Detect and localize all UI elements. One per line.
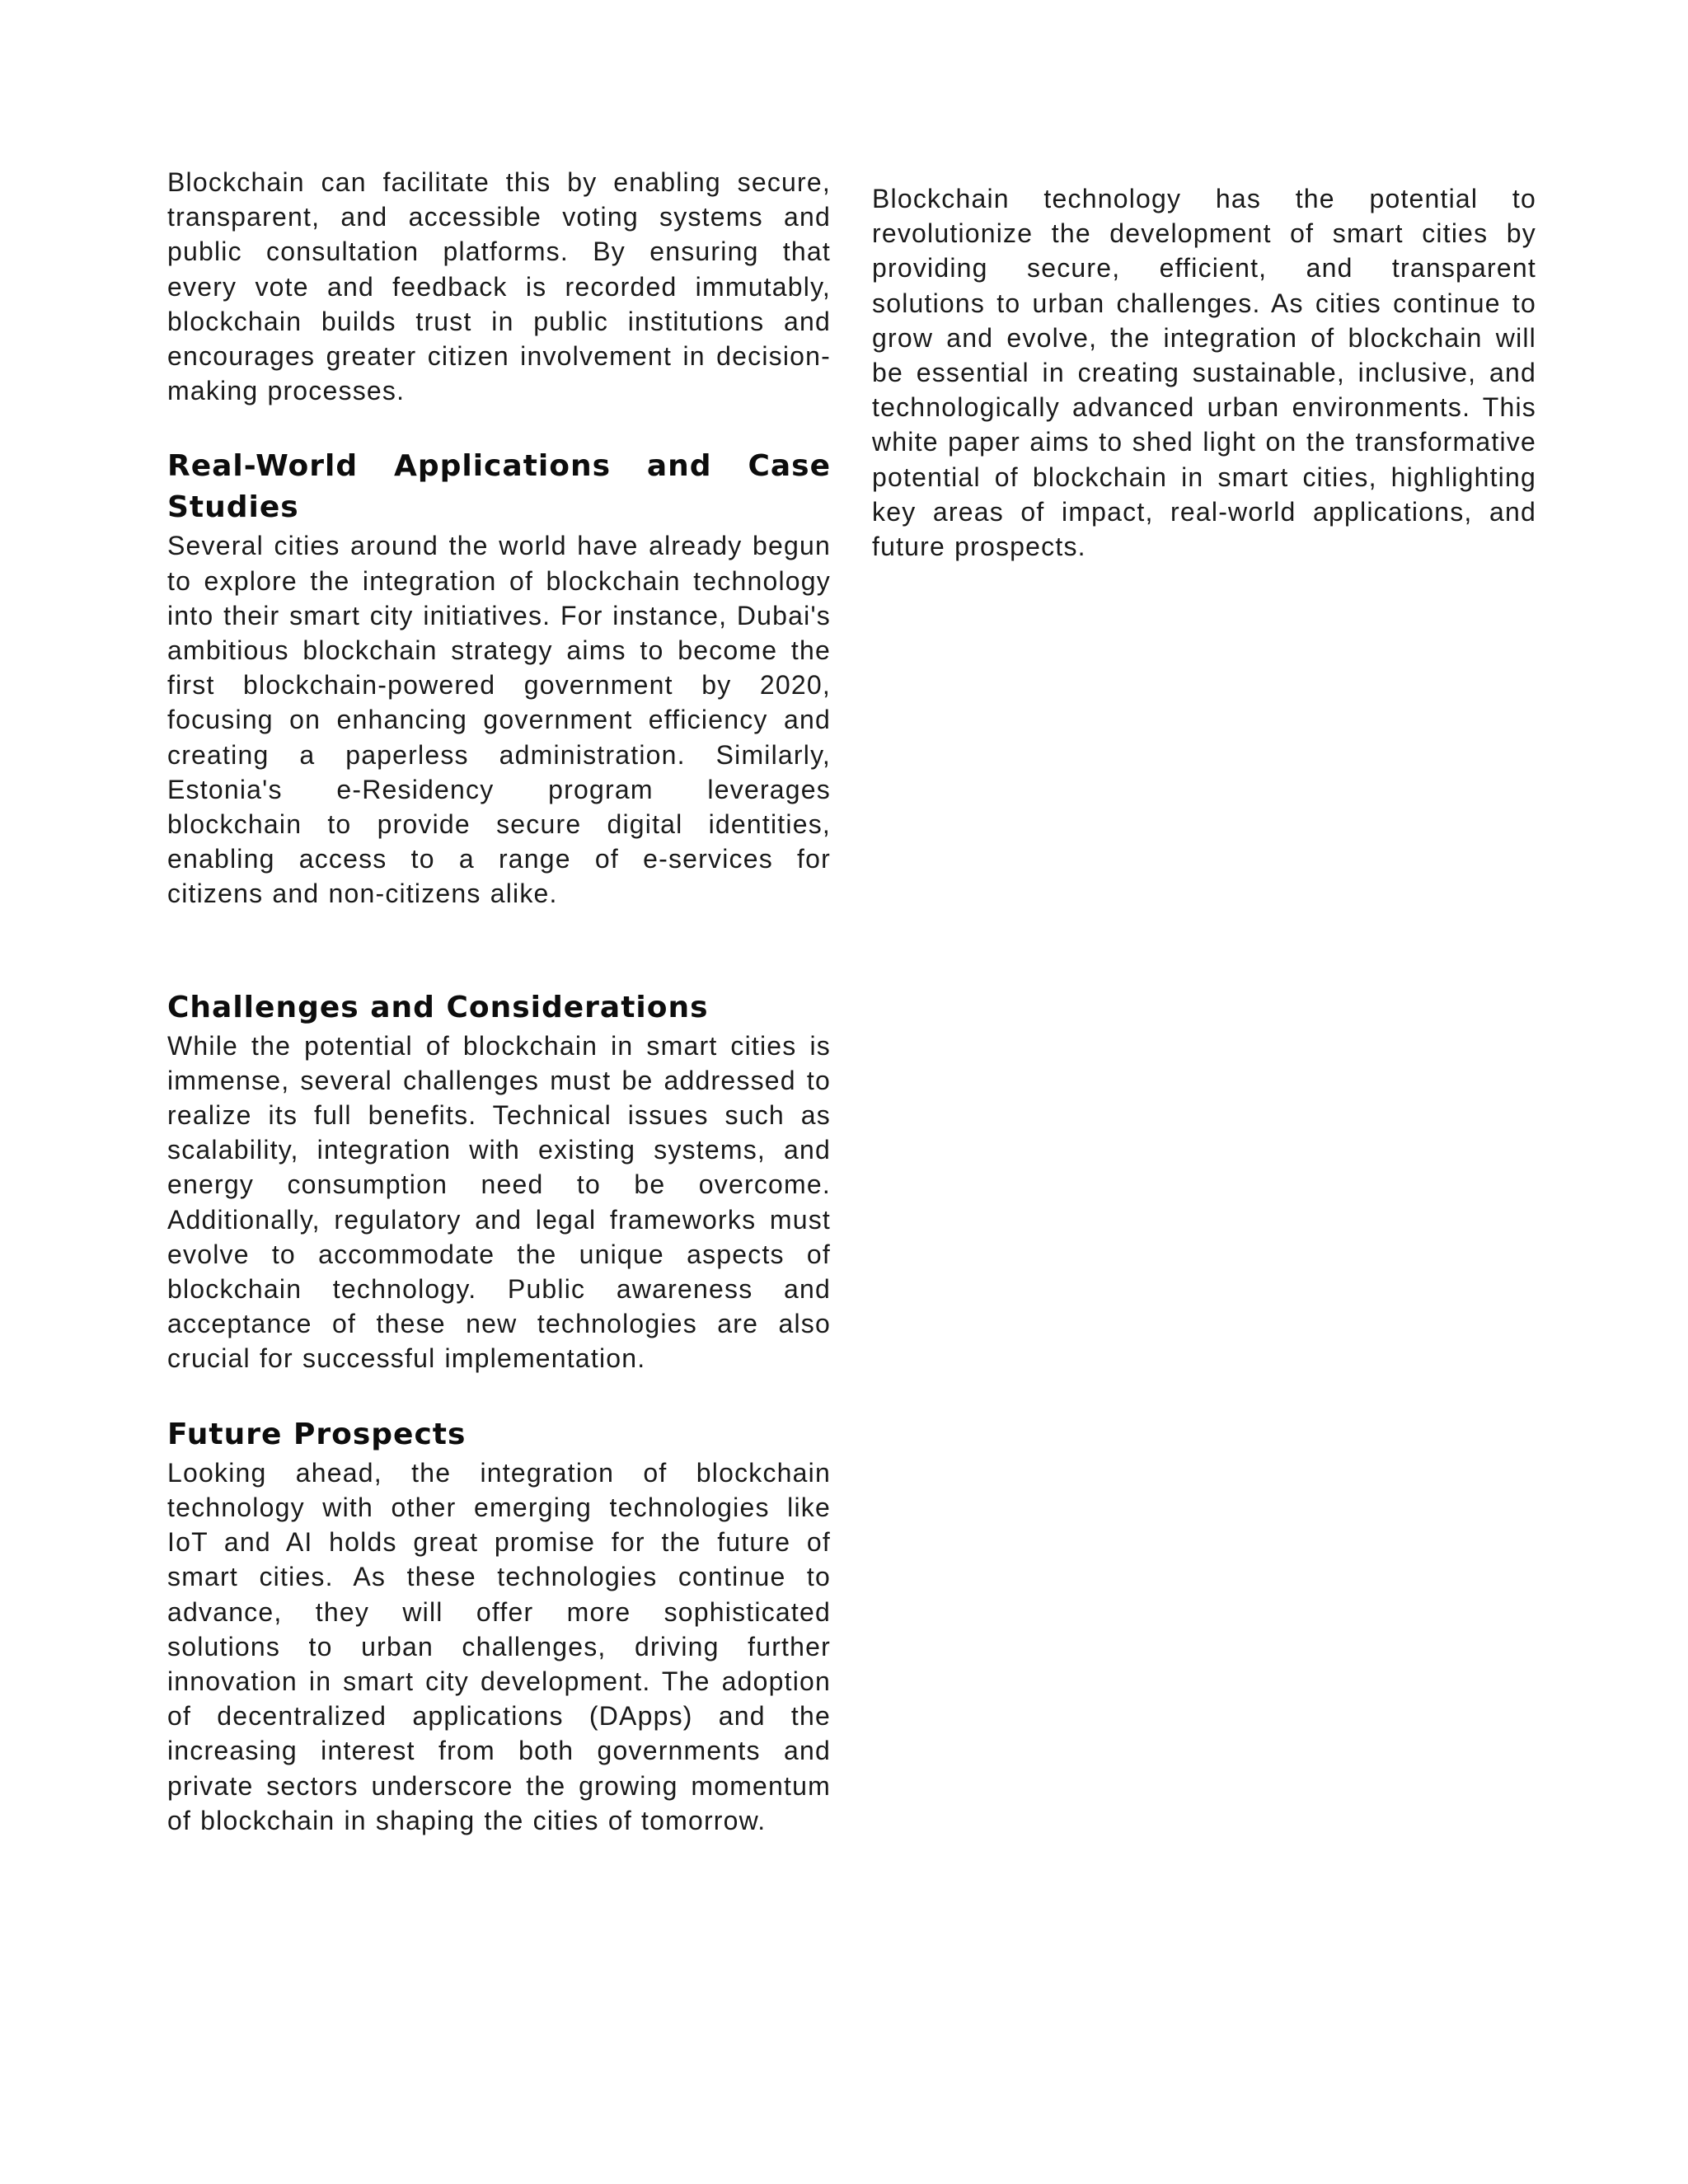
challenges-paragraph: While the potential of blockchain in smart cities is immense, several challenges must be addressed to realize its full benefits. Technical issues such as scalability, integration with existing systems, and energy consumption need to be overcome. Additionally, regulatory and legal frameworks must evolve to accommodate the unique aspects of blockchain technology. Public awareness and acceptance of these new technologies are also crucial for successful implementation. xyxy=(167,1030,831,1374)
real-world-paragraph: Several cities around the world have already begun to explore the integration of blockchain technology into their smart city initiatives. For instance, Dubai's ambitious blockchain strategy aims to become the first blockchain-powered government by 2020, focusing on enhancing government efficiency and creating a paperless administration. Similarly, Estonia's e-Residency program leverages blockchain to provide secure digital identities, enabling access to a range of e-services for citizens and non-citizens alike. xyxy=(167,531,831,909)
future-prospects-heading: Future Prospects xyxy=(167,1417,467,1451)
spacer xyxy=(167,1376,831,1414)
left-column xyxy=(167,165,831,1838)
conclusion-paragraph: Blockchain technology has the potential to revolutionize the development of smart cities by providing secure, efficient, and transparent solutions to urban challenges. As cities continue to grow and evolve, the integration of blockchain will be essential in creating sustainable, inclusive, and technologically advanced urban environments. This white paper aims to shed light on the transformative potential of blockchain in smart cities, highlighting key areas of impact, real-world applications, and future prospects. xyxy=(872,184,1536,562)
challenges-heading: Challenges and Considerations xyxy=(167,990,709,1024)
spacer xyxy=(167,408,831,446)
right-column xyxy=(872,181,1536,564)
future-prospects-paragraph: Looking ahead, the integration of blockchain technology with other emerging technologies like IoT and AI holds great promise for the future of smart cities. As these technologies continue to advance, they will offer more sophisticated solutions to urban challenges, driving further innovation in smart city development. The adoption of decentralized applications (DApps) and the increasing interest from both governments and private sectors underscore the growing momentum of blockchain in shaping the cities of tomorrow. xyxy=(167,1457,831,1835)
intro-paragraph: Blockchain can facilitate this by enabling secure, transparent, and accessible voting systems and public consultation platforms. By ensuring that every vote and feedback is recorded immutably, blockchain builds trust in public institutions and encourages greater citizen involvement in decision-making processes. xyxy=(167,167,831,406)
spacer xyxy=(167,912,831,987)
real-world-heading: Real-World Applications and Case Studies xyxy=(167,449,831,525)
